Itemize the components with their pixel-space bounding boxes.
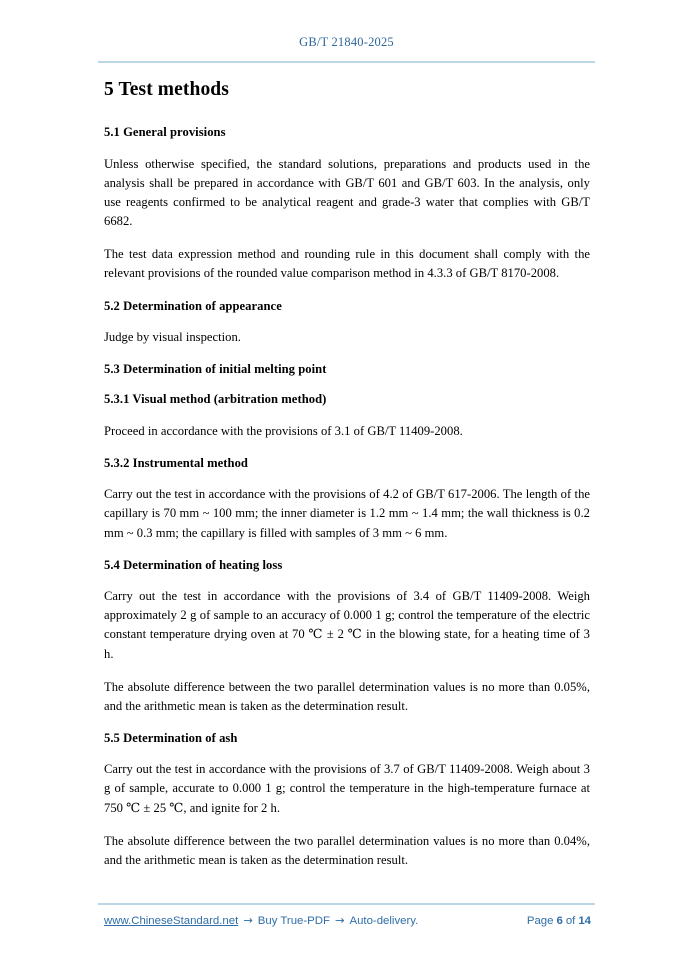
spacer: [104, 347, 590, 361]
footer-promo: [104, 913, 418, 927]
footer-divider: [98, 903, 595, 905]
page-total: 14: [578, 915, 591, 927]
paragraph-5-1-general: Unless otherwise specified, the standard solutions, preparations and products used in the analysis shall be prepared in accordance with GB/T 601 and GB/T 603. In the analysis, only use reagents confirmed to be analytical reagent and grade-3 water that complies with GB/T 6682.: [104, 156, 590, 229]
page-number: 6: [556, 915, 563, 927]
heading-5-4: 5.4 Determination of heating loss: [104, 557, 283, 572]
spacer: [104, 543, 590, 557]
arrow-right-icon-2: →: [334, 913, 345, 927]
paragraph-5-1-rounding: The test data expression method and rounding rule in this document shall comply with the relevant provisions of the rounded value comparison method in 4.3.3 of GB/T 8170-2008.: [104, 247, 590, 281]
spacer: [104, 377, 590, 391]
page-title: 5 Test methods: [104, 79, 229, 100]
document-body: [104, 78, 590, 870]
footer-promo-buy: Buy True-PDF: [257, 915, 330, 927]
heading-5-3: 5.3 Determination of initial melting point: [104, 362, 327, 377]
heading-5-5: 5.5 Determination of ash: [104, 730, 238, 745]
paragraph-5-4-procedure: Carry out the test in accordance with the provisions of 3.4 of GB/T 11409-2008. Weigh approximately 2 g of sample to an accuracy of 0.000 1 g; control the temperature of the electric constant temperature drying oven at 70 ℃ ± 2 ℃ in the blowing state, for a heating time of 3 h.: [104, 589, 590, 661]
standard-code-header: GB/T 21840-2025: [299, 35, 394, 49]
paragraph-5-3-2-instrumental: Carry out the test in accordance with the provisions of 4.2 of GB/T 617-2006. The length of the capillary is 70 mm ~ 100 mm; the inner diameter is 1.2 mm ~ 1.4 mm; the wall thickness is 0.2 mm ~ 0.3 mm; the capillary is filled with samples of 3 mm ~ 6 mm.: [104, 487, 590, 540]
spacer: [104, 314, 590, 328]
page-label: Page: [526, 915, 554, 927]
page-footer: [104, 913, 595, 927]
of-label: of: [565, 915, 576, 927]
spacer: [104, 716, 590, 730]
spacer: [104, 573, 590, 587]
page-indicator: [527, 915, 595, 927]
heading-5-3-1: 5.3.1 Visual method (arbitration method): [104, 392, 327, 407]
spacer: [104, 102, 590, 124]
arrow-right-icon: →: [243, 913, 253, 927]
paragraph-5-4-tolerance: The absolute difference between the two parallel determination values is no more than 0.05%, and the arithmetic mean is taken as the determination result.: [104, 679, 590, 713]
spacer: [104, 441, 590, 455]
paragraph-5-2-appearance: Judge by visual inspection.: [104, 329, 241, 344]
spacer: [104, 818, 590, 832]
spacer: [104, 664, 590, 678]
page-header: [98, 33, 595, 51]
heading-5-3-2: 5.3.2 Instrumental method: [104, 455, 248, 470]
heading-5-1: 5.1 General provisions: [104, 125, 226, 140]
spacer: [104, 141, 590, 155]
spacer: [104, 471, 590, 485]
footer-promo-delivery: Auto-delivery.: [349, 915, 419, 927]
chinesestandard-link[interactable]: www.ChineseStandard.net: [104, 915, 239, 927]
header-divider: [98, 61, 595, 63]
paragraph-5-5-tolerance: The absolute difference between the two parallel determination values is no more than 0.04%, and the arithmetic mean is taken as the determination result.: [104, 833, 590, 867]
spacer: [104, 231, 590, 245]
spacer: [104, 746, 590, 760]
spacer: [104, 284, 590, 298]
heading-5-2: 5.2 Determination of appearance: [104, 298, 282, 313]
paragraph-5-3-1-visual: Proceed in accordance with the provisions of 3.1 of GB/T 11409-2008.: [104, 423, 463, 438]
spacer: [104, 408, 590, 422]
paragraph-5-5-procedure: Carry out the test in accordance with the provisions of 3.7 of GB/T 11409-2008. Weigh about 3 g of sample, accurate to 0.000 1 g; control the temperature in the high-temperature furnace at 750 ℃ ± 25 ℃, and ignite for 2 h.: [104, 762, 590, 815]
